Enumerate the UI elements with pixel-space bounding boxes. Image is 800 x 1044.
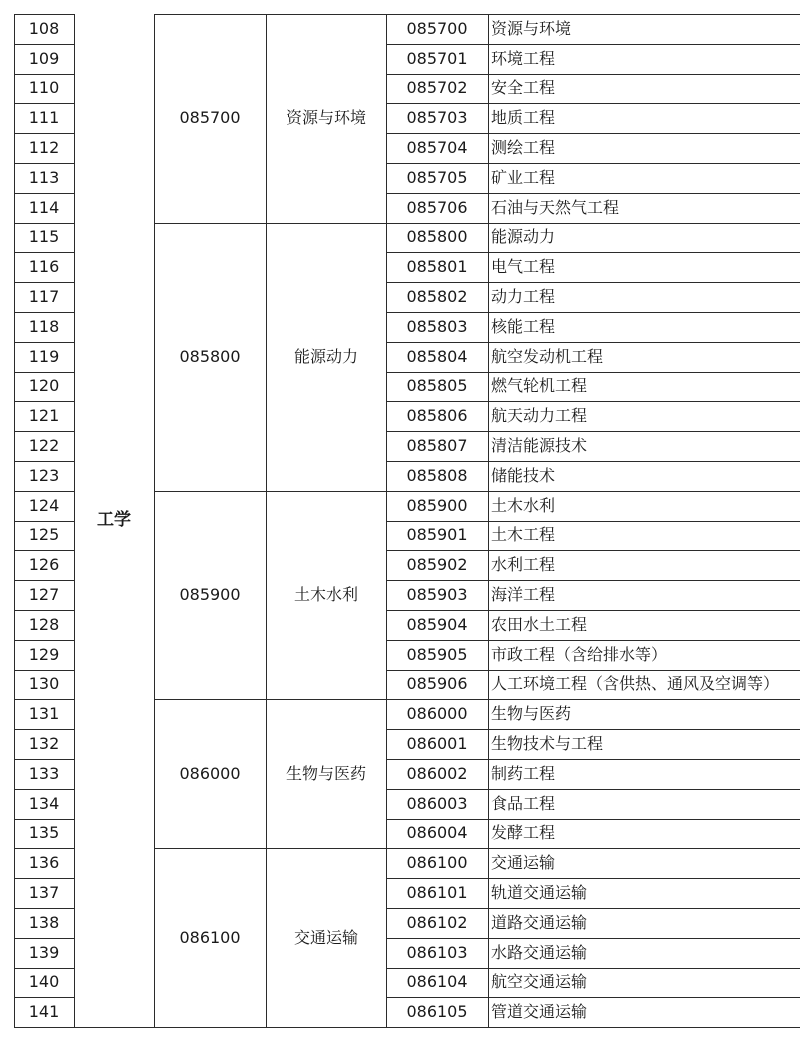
- row-number: 114: [28, 197, 60, 217]
- group-code-cell: 086100: [179, 927, 241, 947]
- row-number: 118: [28, 316, 60, 336]
- subject-name: 市政工程（含给排水等）: [491, 644, 668, 664]
- subject-name: 制药工程: [491, 763, 556, 783]
- row-number: 140: [28, 972, 60, 992]
- row-number: 115: [28, 227, 60, 247]
- subject-name: 交通运输: [491, 853, 556, 873]
- subject-name: 环境工程: [491, 48, 556, 68]
- subject-name: 轨道交通运输: [491, 883, 588, 903]
- subject-code: 086105: [406, 1002, 468, 1022]
- subject-name: 资源与环境: [491, 18, 572, 38]
- subject-code: 086104: [406, 972, 468, 992]
- row-divider: [154, 491, 386, 492]
- row-divider: [154, 14, 386, 15]
- subject-code: 085705: [406, 167, 468, 187]
- subject-name: 航天动力工程: [491, 406, 588, 426]
- subject-code: 085900: [406, 495, 468, 515]
- subject-code: 085802: [406, 287, 468, 307]
- group-code-cell: 085700: [179, 108, 241, 128]
- row-number: 108: [28, 18, 60, 38]
- subject-name: 农田水土工程: [491, 614, 588, 634]
- subject-name: 人工环境工程（含供热、通风及空调等）: [491, 674, 780, 694]
- row-number: 122: [28, 436, 60, 456]
- row-number: 112: [28, 138, 60, 158]
- subject-code: 085803: [406, 316, 468, 336]
- subject-code: 085905: [406, 644, 468, 664]
- group-name-cell: 交通运输: [293, 927, 358, 947]
- row-number: 136: [28, 853, 60, 873]
- row-number: 121: [28, 406, 60, 426]
- subject-name: 石油与天然气工程: [491, 197, 620, 217]
- row-divider: [154, 223, 386, 224]
- subject-code: 085808: [406, 465, 468, 485]
- category-cell: 工学: [97, 510, 131, 531]
- subject-name: 动力工程: [491, 287, 556, 307]
- subject-code: 085706: [406, 197, 468, 217]
- row-number: 129: [28, 644, 60, 664]
- row-number: 134: [28, 793, 60, 813]
- row-number: 110: [28, 78, 60, 98]
- subject-code: 086101: [406, 883, 468, 903]
- row-number: 127: [28, 585, 60, 605]
- subject-code: 085704: [406, 138, 468, 158]
- row-number: 109: [28, 48, 60, 68]
- row-number: 132: [28, 734, 60, 754]
- subject-code: 085703: [406, 108, 468, 128]
- subject-code: 086001: [406, 734, 468, 754]
- subject-code: 085702: [406, 78, 468, 98]
- row-number: 116: [28, 257, 60, 277]
- subject-name: 能源动力: [491, 227, 556, 247]
- subject-code: 085801: [406, 257, 468, 277]
- subject-name: 核能工程: [491, 316, 556, 336]
- subject-name: 土木水利: [491, 495, 556, 515]
- subject-name: 电气工程: [491, 257, 556, 277]
- subject-name: 食品工程: [491, 793, 556, 813]
- group-code-cell: 085900: [179, 585, 241, 605]
- row-number: 119: [28, 346, 60, 366]
- subject-code: 085806: [406, 406, 468, 426]
- row-number: 138: [28, 912, 60, 932]
- row-number: 135: [28, 823, 60, 843]
- row-number: 133: [28, 763, 60, 783]
- subject-code: 086100: [406, 853, 468, 873]
- row-number: 126: [28, 555, 60, 575]
- subject-code: 085700: [406, 18, 468, 38]
- subject-name: 土木工程: [491, 525, 556, 545]
- subject-code: 086000: [406, 704, 468, 724]
- group-name-cell: 资源与环境: [285, 108, 366, 128]
- subject-name: 海洋工程: [491, 585, 556, 605]
- row-divider: [14, 1027, 800, 1028]
- group-name-cell: 土木水利: [293, 585, 358, 605]
- subject-code: 085805: [406, 376, 468, 396]
- subject-name: 燃气轮机工程: [491, 376, 588, 396]
- subject-name: 生物技术与工程: [491, 734, 604, 754]
- subject-code: 086103: [406, 942, 468, 962]
- row-number: 128: [28, 614, 60, 634]
- subject-name: 地质工程: [491, 108, 556, 128]
- subject-code: 085804: [406, 346, 468, 366]
- row-number: 117: [28, 287, 60, 307]
- group-code-cell: 085800: [179, 346, 241, 366]
- row-number: 139: [28, 942, 60, 962]
- subject-code: 086102: [406, 912, 468, 932]
- row-number: 131: [28, 704, 60, 724]
- subject-name: 水路交通运输: [491, 942, 588, 962]
- row-number: 125: [28, 525, 60, 545]
- subject-name: 测绘工程: [491, 138, 556, 158]
- subject-code: 085701: [406, 48, 468, 68]
- row-number: 123: [28, 465, 60, 485]
- subject-code: 085901: [406, 525, 468, 545]
- subject-name: 水利工程: [491, 555, 556, 575]
- subject-name: 航空交通运输: [491, 972, 588, 992]
- subject-name: 安全工程: [491, 78, 556, 98]
- subject-name: 发酵工程: [491, 823, 556, 843]
- row-number: 141: [28, 1002, 60, 1022]
- subject-name: 管道交通运输: [491, 1002, 588, 1022]
- group-name-cell: 能源动力: [293, 346, 358, 366]
- row-number: 137: [28, 883, 60, 903]
- subject-name: 矿业工程: [491, 167, 556, 187]
- subject-code: 086003: [406, 793, 468, 813]
- subject-code: 085902: [406, 555, 468, 575]
- subject-code: 085807: [406, 436, 468, 456]
- row-divider: [154, 699, 386, 700]
- row-number: 111: [28, 108, 60, 128]
- subject-code: 086004: [406, 823, 468, 843]
- group-code-cell: 086000: [179, 763, 241, 783]
- row-number: 130: [28, 674, 60, 694]
- subject-code: 085906: [406, 674, 468, 694]
- subject-name: 清洁能源技术: [491, 436, 588, 456]
- row-number: 113: [28, 167, 60, 187]
- subject-code: 085903: [406, 585, 468, 605]
- row-divider: [154, 848, 386, 849]
- subject-name: 航空发动机工程: [491, 346, 604, 366]
- subject-name: 生物与医药: [491, 704, 572, 724]
- row-number: 124: [28, 495, 60, 515]
- group-name-cell: 生物与医药: [285, 763, 366, 783]
- row-number: 120: [28, 376, 60, 396]
- subject-code: 085800: [406, 227, 468, 247]
- subject-name: 储能技术: [491, 465, 556, 485]
- subject-code: 086002: [406, 763, 468, 783]
- subject-name: 道路交通运输: [491, 912, 588, 932]
- subject-code: 085904: [406, 614, 468, 634]
